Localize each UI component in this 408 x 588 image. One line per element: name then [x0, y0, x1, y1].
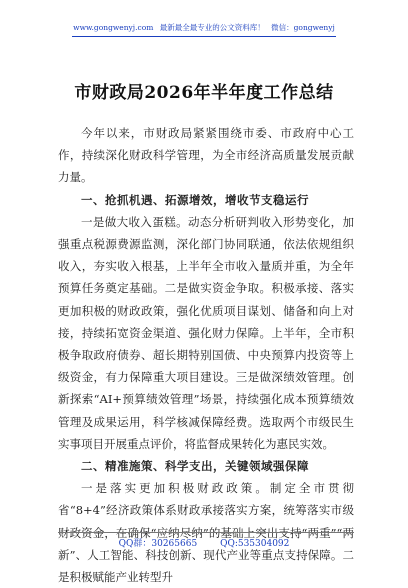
section-2-heading: 二、精准施策、科学支出，关键领域强保障 — [81, 459, 309, 474]
page-footer — [0, 536, 408, 549]
header-wechat: 微信：gongwenyj — [271, 23, 335, 32]
document-title: 市财政局2026年半年度工作总结 — [74, 83, 334, 103]
section-1-heading: 一、抢抓机遇、拓源增效，增收节支稳运行 — [81, 192, 309, 207]
header-slogan: 最新最全最专业的公文资料库！ — [159, 23, 265, 32]
footer-divider — [58, 532, 354, 533]
document-body — [58, 122, 354, 588]
footer-qq-group: QQ群：30265665 — [118, 539, 198, 549]
header-site-link[interactable]: www.gongwenyj.com — [73, 23, 154, 32]
intro-paragraph: 今年以来，市财政局紧紧围绕市委、市政府中心工作，持续深化财政科学管理，为全市经济高质量发展贡献力量。 — [58, 126, 354, 185]
page-header — [0, 22, 408, 33]
section-1-paragraph: 一是做大收入蛋糕。动态分析研判收入形势变化，加强重点税源费源监测，深化部门协同联通，依法依规组织收入，夯实收入根基，上半年全市收入量质并重，为全年预算任务奠定基础。二是做实资金争取。积极承接、落实更加积极的财政政策，强化优质项目谋划、储备和向上对接，持续拓宽资金渠道、强化财力保障。上半年，全市积极争取政府债券、超长期特别国债、中央预算内投资等上级资金，有力保障重大项目建设。三是做深绩效管理。创新探索“AI+预算绩效管理”场景，持续强化成本预算绩效管理及成果运用，科学核减保障经费。选取两个市级民生实事项目开展重点评价，将监督成果转化为惠民实效。 — [58, 214, 354, 451]
section-2-paragraph: 一是落实更加积极财政政策。制定全市贯彻省“8+4”经济政策体系财政承接落实方案，统筹落实市级财政资金，在确保“应纳尽纳”的基础上突出支持“两重”“两新”、人工智能、科技创新、现代产业等重点支持保障。二是积极赋能产业转型升 — [58, 481, 354, 585]
header-divider — [72, 36, 336, 37]
footer-qq: QQ:535304092 — [220, 539, 290, 549]
